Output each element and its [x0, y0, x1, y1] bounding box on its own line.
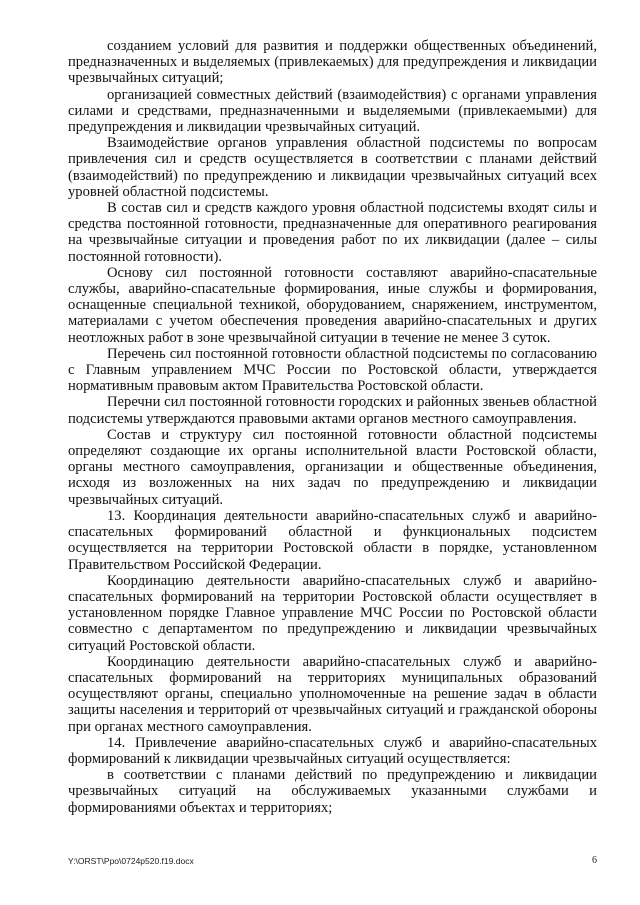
paragraph: в соответствии с планами действий по предупреждению и ликвидации чрезвычайных ситуаций на обслуживаемых указанными службами и формированиями объектах и территориях; [68, 767, 597, 816]
paragraph: 14. Привлечение аварийно-спасательных служб и аварийно-спасательных формирований к ликвидации чрезвычайных ситуаций осуществляется: [68, 734, 597, 767]
paragraph: Состав и структуру сил постоянной готовности областной подсистемы определяют создающие их органы исполнительной власти Ростовской области, органы местного самоуправления, организации и общественные объединения, исходя из возложенных на них задач по предупреждению и ликвидации чрезвычайных ситуаций. [68, 426, 597, 508]
paragraph: Взаимодействие органов управления областной подсистемы по вопросам привлечения сил и средств осуществляется в соответствии с планами действий (взаимодействий) по предупреждению и ликвидации чрезвычайных ситуаций всех уровней областной подсистемы. [68, 135, 597, 200]
paragraph: Координацию деятельности аварийно-спасательных служб и аварийно-спасательных формирований на территории Ростовской области осуществляет в установленном порядке Главное управление МЧС России по Ростовской области совместно с департаментом по предупреждению и ликвидации чрезвычайных ситуаций Ростовской области. [68, 572, 597, 654]
paragraph: В состав сил и средств каждого уровня областной подсистемы входят силы и средства постоянной готовности, предназначенные для оперативного реагирования на чрезвычайные ситуации и проведения работ по их ликвидации (далее – силы постоянной готовности). [68, 200, 597, 265]
paragraph: организацией совместных действий (взаимодействия) с органами управления силами и средствами, предназначенными и выделяемыми (привлекаемыми) для предупреждения и ликвидации чрезвычайных ситуаций. [68, 86, 597, 136]
paragraph: созданием условий для развития и поддержки общественных объединений, предназначенных и выделяемых (привлекаемых) для предупреждения и ликвидации чрезвычайных ситуаций; [68, 38, 597, 87]
paragraph: Перечни сил постоянной готовности городских и районных звеньев областной подсистемы утверждаются правовыми актами органов местного самоуправления. [68, 394, 597, 427]
paragraph: 13. Координация деятельности аварийно-спасательных служб и аварийно-спасательных формирований областной и функциональных подсистем осуществляется на территории Ростовской области в порядке, установленном Правительством Российской Федерации. [68, 507, 597, 573]
paragraph: Координацию деятельности аварийно-спасательных служб и аварийно-спасательных формирований на территориях муниципальных образований осуществляют органы, специально уполномоченные на решение задач в области защиты населения и территорий от чрезвычайных ситуаций и гражданской обороны при органах местного самоуправления. [68, 653, 597, 735]
page-number: 6 [592, 855, 597, 866]
paragraph: Основу сил постоянной готовности составляют аварийно-спасательные службы, аварийно-спасательные формирования, иные службы и формирования, оснащенные специальной техникой, оборудованием, снаряжением, инструментом, материалами с учетом обеспечения проведения аварийно-спасательных и других неотложных работ в зоне чрезвычайной ситуации в течение не менее 3 суток. [68, 264, 597, 346]
document-body [68, 38, 597, 816]
paragraph: Перечень сил постоянной готовности областной подсистемы по согласованию с Главным управлением МЧС России по Ростовской области, утверждается нормативным правовым актом Правительства Ростовской области. [68, 345, 597, 395]
footer-file-path: Y:\ORST\Ppo\0724p520.f19.docx [68, 856, 194, 866]
